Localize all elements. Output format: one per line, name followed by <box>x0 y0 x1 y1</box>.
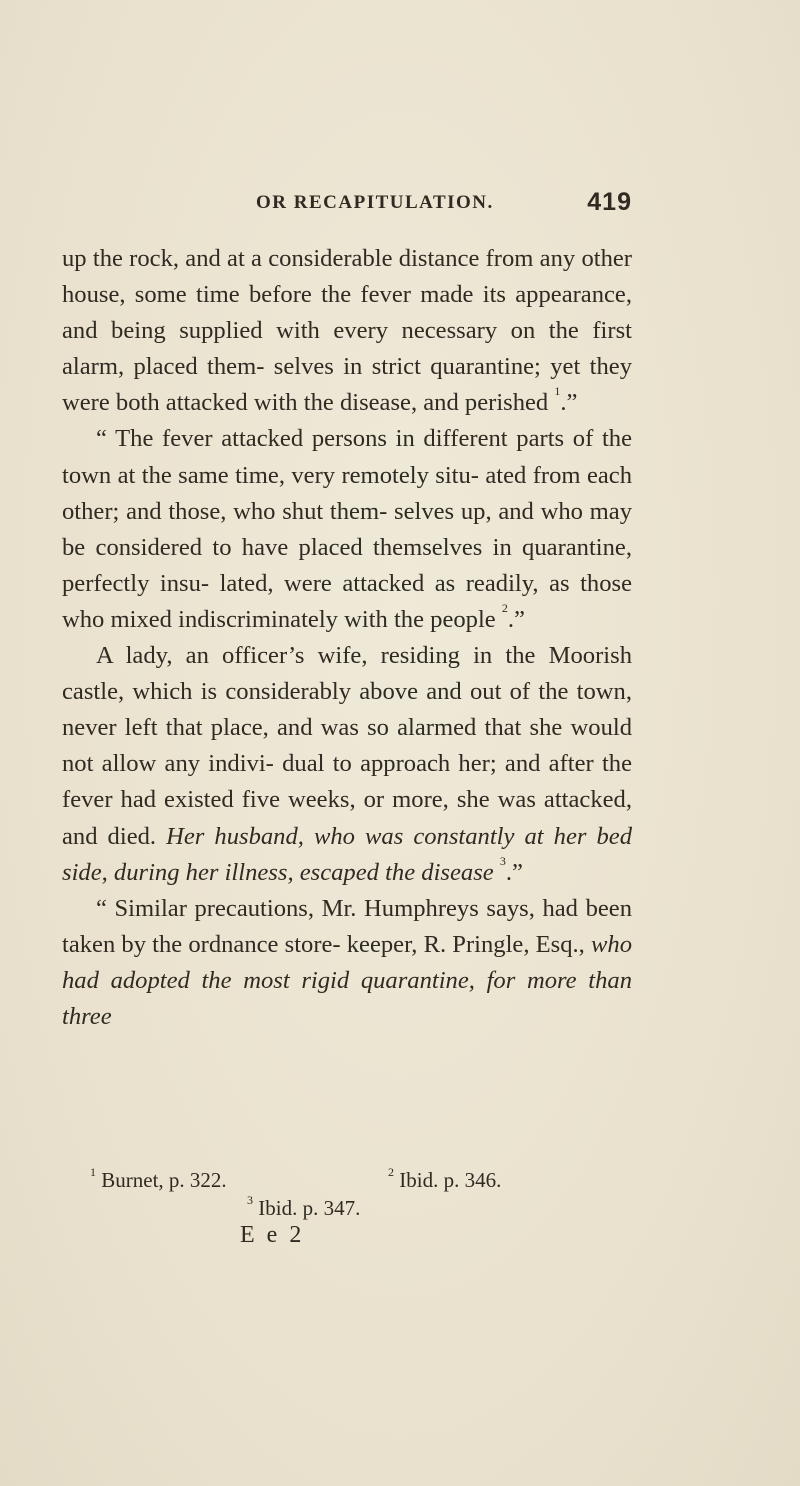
paragraph-4-text: “ Similar precautions, Mr. Humphreys says, had been taken by the ordnance store- keeper, R. Pringle, Esq., <box>62 894 632 958</box>
footnote-row-2 <box>62 1194 632 1222</box>
page-number: 419 <box>587 188 632 216</box>
page-header <box>60 188 632 224</box>
footnote-ref-3: 3 <box>499 853 506 868</box>
footnote-1 <box>90 1166 227 1194</box>
footnote-ref-2: 2 <box>501 600 508 615</box>
footnote-row-1 <box>62 1166 632 1194</box>
paragraph-3-close: .” <box>505 858 523 886</box>
paragraph-1-close: .” <box>560 389 578 417</box>
footnote-2-mark: 2 <box>388 1165 394 1179</box>
paragraph-4 <box>62 891 632 1035</box>
paragraph-4-italic: who had adopted the most rigid quarantine, for more than three <box>62 930 632 1030</box>
footnote-2-text: Ibid. p. 346. <box>399 1168 502 1192</box>
running-head: OR RECAPITULATION. <box>256 192 494 213</box>
paragraph-2-text: “ The fever attacked persons in different parts of the town at the same time, very remotely situ- ated from each other; and those, who shut them- selves up, and who may be considered to have placed themselves in quarantine, perfectly insu- lated, were attacked as readily, as those who mixed indiscriminately with the people <box>62 425 632 633</box>
paragraph-1 <box>62 241 632 421</box>
footnote-3-text: Ibid. p. 347. <box>258 1196 361 1220</box>
footnote-3-mark: 3 <box>247 1193 253 1207</box>
footnotes <box>62 1166 632 1222</box>
signature-mark: E e 2 <box>240 1222 305 1248</box>
paragraph-1-text: up the rock, and at a considerable distance from any other house, some time before the fever made its appearance, and being supplied with every necessary on the first alarm, placed them- selves in strict quarantine; yet they were both attacked with the disease, and perished <box>62 245 632 417</box>
body-text <box>62 241 632 1035</box>
paragraph-3 <box>62 638 632 891</box>
paragraph-3-text: A lady, an officer’s wife, residing in the Moorish castle, which is considerably above and out of the town, never left that place, and was so alarmed that she would not allow any indivi- dual to approach her; and after the fever had existed five weeks, or more, she was attacked, and died. <box>62 642 632 850</box>
paragraph-2 <box>62 421 632 638</box>
footnote-3 <box>247 1194 360 1222</box>
footnote-1-mark: 1 <box>90 1165 96 1179</box>
paragraph-2-close: .” <box>507 605 525 633</box>
paragraph-3-italic: Her husband, who was constantly at her bed side, during her illness, escaped the disease <box>62 822 633 886</box>
footnote-1-text: Burnet, p. 322. <box>101 1168 227 1192</box>
footnote-ref-1: 1 <box>554 384 561 399</box>
footnote-2 <box>388 1166 501 1194</box>
